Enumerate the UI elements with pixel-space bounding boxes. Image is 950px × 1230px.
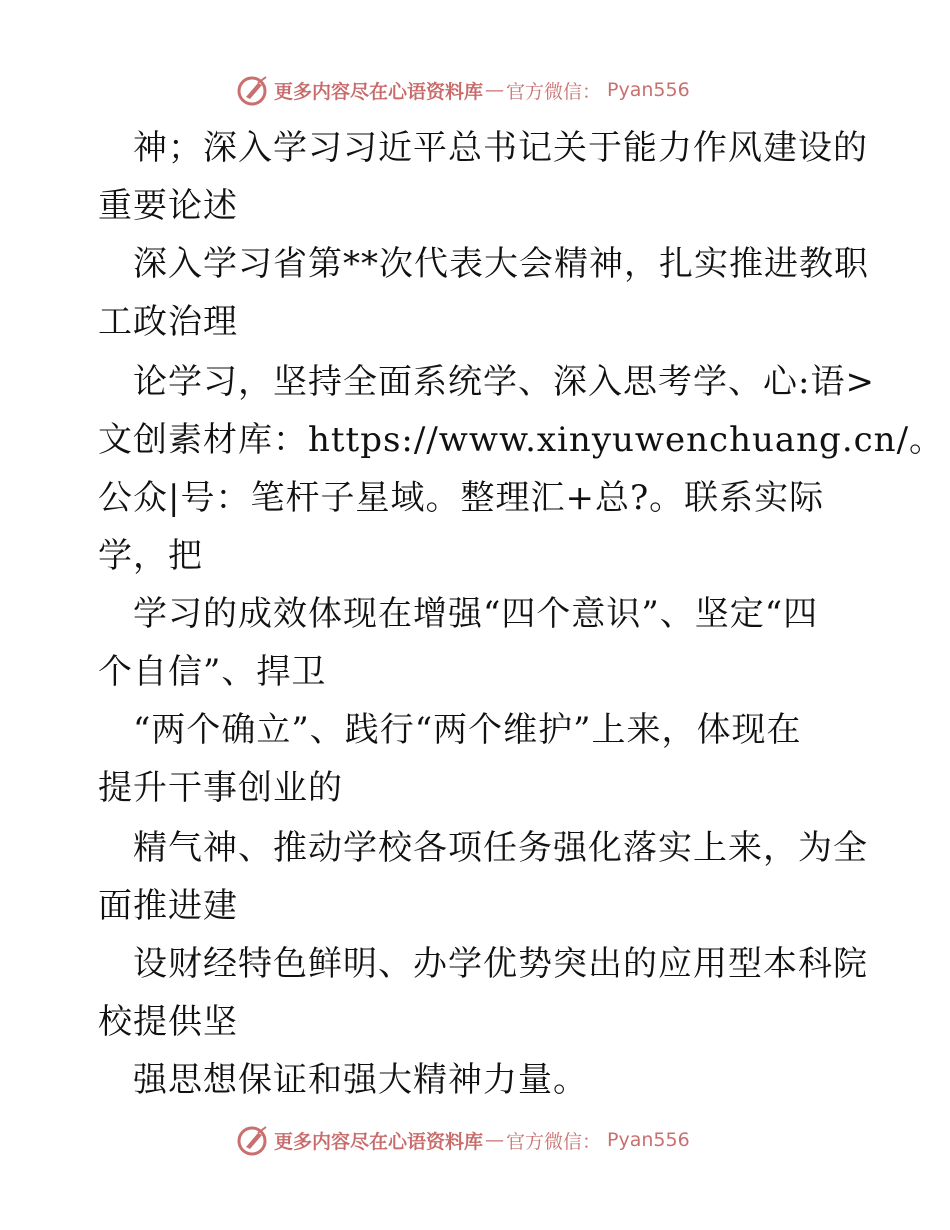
text-line-2: 重要论述 — [98, 186, 238, 226]
footer-watermark — [236, 1122, 690, 1158]
text-line-12: 提升干事创业的 — [98, 768, 343, 808]
text-line-11: “两个确立”、践行“两个维护”上来，体现在 — [98, 710, 802, 750]
text-line-10: 个自信”、捍卫 — [98, 652, 327, 692]
text-line-9: 学习的成效体现在增强“四个意识”、坚定“四 — [98, 594, 819, 634]
watermark-wechat-id: Pyan556 — [607, 1129, 690, 1151]
text-line-6: 文创素材库：https://www.xinyuwenchuang.cn/。 — [98, 420, 945, 460]
pen-logo-icon — [236, 1123, 270, 1157]
text-line-14: 面推进建 — [98, 886, 238, 926]
watermark-dash: — — [485, 1129, 505, 1151]
watermark-official-label: 官方微信： — [506, 1130, 602, 1153]
watermark-official-label: 官方微信： — [506, 80, 602, 103]
text-line-16: 校提供坚 — [98, 1002, 238, 1042]
text-line-17: 强思想保证和强大精神力量。 — [98, 1060, 588, 1100]
text-line-15: 设财经特色鲜明、办学优势突出的应用型本科院 — [98, 944, 868, 984]
text-line-13: 精气神、推动学校各项任务强化落实上来，为全 — [98, 828, 868, 868]
watermark-dash: — — [485, 79, 505, 101]
watermark-brand: 更多内容尽在心语资料库 — [274, 80, 484, 103]
text-line-5: 论学习，坚持全面系统学、深入思考学、心:语> — [98, 362, 875, 402]
text-line-1: 神；深入学习习近平总书记关于能力作风建设的 — [98, 128, 868, 168]
watermark-brand: 更多内容尽在心语资料库 — [274, 1130, 484, 1153]
text-line-4: 工政治理 — [98, 302, 238, 342]
watermark-wechat-id: Pyan556 — [607, 79, 690, 101]
text-line-7: 公众|号：笔杆子星域。整理汇+总?。联系实际 — [98, 478, 825, 518]
text-line-8: 学，把 — [98, 536, 203, 576]
text-line-3: 深入学习省第**次代表大会精神，扎实推进教职 — [98, 244, 869, 284]
